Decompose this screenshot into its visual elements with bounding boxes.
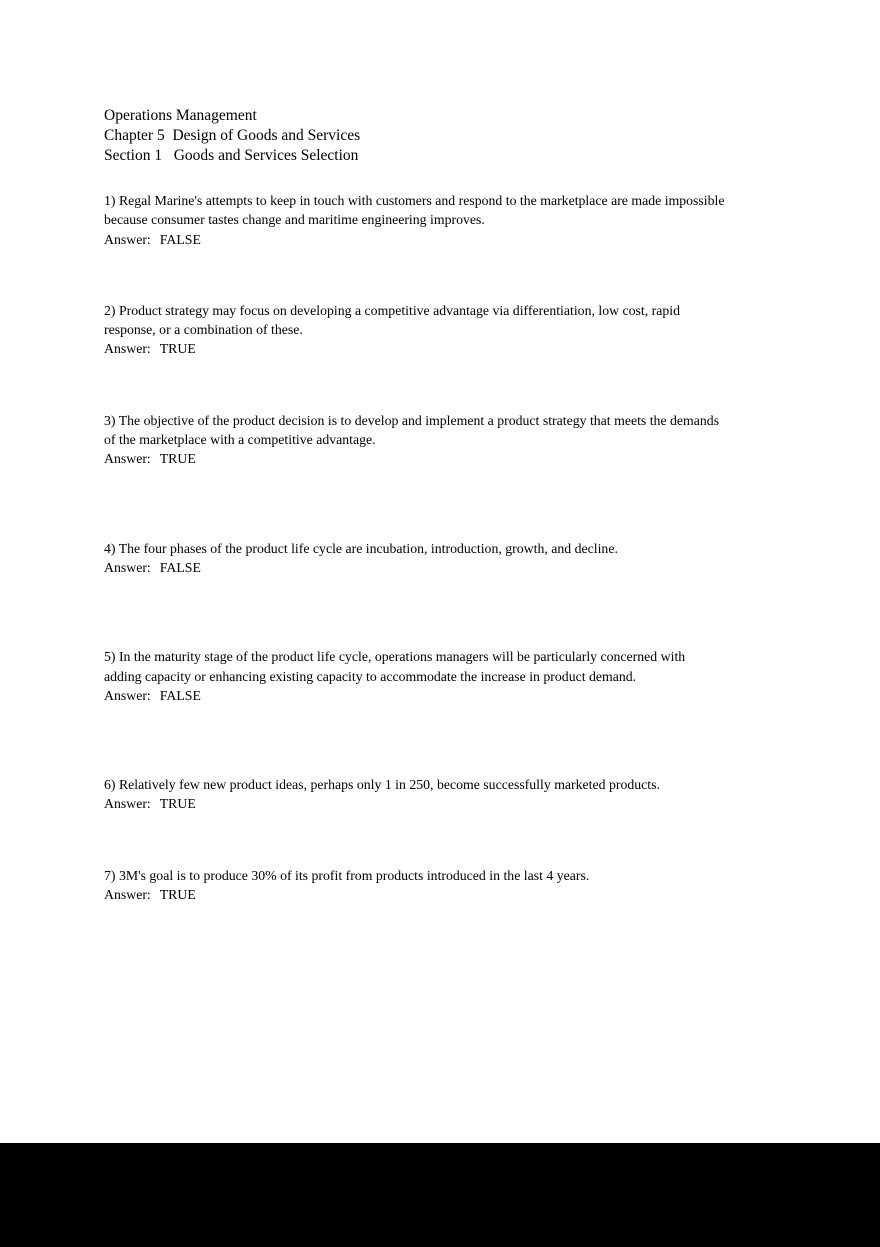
- question-1: [104, 191, 726, 249]
- answer-value: TRUE: [159, 796, 196, 812]
- answer-label: Answer:: [104, 887, 151, 903]
- answer-value: TRUE: [159, 451, 196, 467]
- letterbox-bar: [0, 1143, 880, 1247]
- answer-label: Answer:: [104, 231, 151, 247]
- answer-line: [104, 686, 726, 705]
- section-title: Section 1 Goods and Services Selection: [104, 147, 359, 164]
- answer-value: FALSE: [159, 559, 201, 575]
- answer-line: [104, 558, 726, 577]
- question-text: 7) 3M's goal is to produce 30% of its profit from products introduced in the last 4 years.: [104, 867, 590, 883]
- question-text: 6) Relatively few new product ideas, perhaps only 1 in 250, become successfully marketed products.: [104, 777, 660, 793]
- answer-value: FALSE: [159, 231, 201, 247]
- answer-line: [104, 885, 726, 904]
- answer-value: TRUE: [159, 341, 196, 357]
- question-2: [104, 301, 726, 359]
- question-text: 1) Regal Marine's attempts to keep in touch with customers and respond to the marketplace are made impossible because consumer tastes change and maritime engineering improves.: [104, 193, 728, 228]
- answer-label: Answer:: [104, 687, 151, 703]
- question-text: 2) Product strategy may focus on developing a competitive advantage via differentiation, low cost, rapid response, or a combination of these.: [104, 302, 684, 338]
- answer-label: Answer:: [104, 451, 151, 467]
- answer-label: Answer:: [104, 559, 151, 575]
- chapter-title: Chapter 5 Design of Goods and Services: [104, 127, 361, 144]
- question-text: 4) The four phases of the product life cycle are incubation, introduction, growth, and decline.: [104, 540, 618, 556]
- answer-line: [104, 449, 726, 468]
- question-6: [104, 775, 726, 814]
- course-title: Operations Management: [104, 107, 257, 124]
- answer-line: [104, 339, 726, 358]
- answer-value: FALSE: [159, 687, 201, 703]
- question-3: [104, 411, 726, 469]
- question-5: [104, 647, 726, 705]
- answer-line: [104, 794, 726, 813]
- question-list: [104, 191, 726, 904]
- question-text: 3) The objective of the product decision is to develop and implement a product strategy that meets the demands of the marketplace with a competitive advantage.: [104, 412, 723, 448]
- answer-line: [104, 230, 726, 249]
- answer-value: TRUE: [159, 887, 196, 903]
- answer-label: Answer:: [104, 796, 151, 812]
- question-4: [104, 539, 726, 578]
- document-page: [104, 0, 726, 904]
- question-text: 5) In the maturity stage of the product life cycle, operations managers will be particularly concerned with adding capacity or enhancing existing capacity to accommodate the increase in product demand.: [104, 649, 689, 684]
- answer-label: Answer:: [104, 341, 151, 357]
- question-7: [104, 866, 726, 905]
